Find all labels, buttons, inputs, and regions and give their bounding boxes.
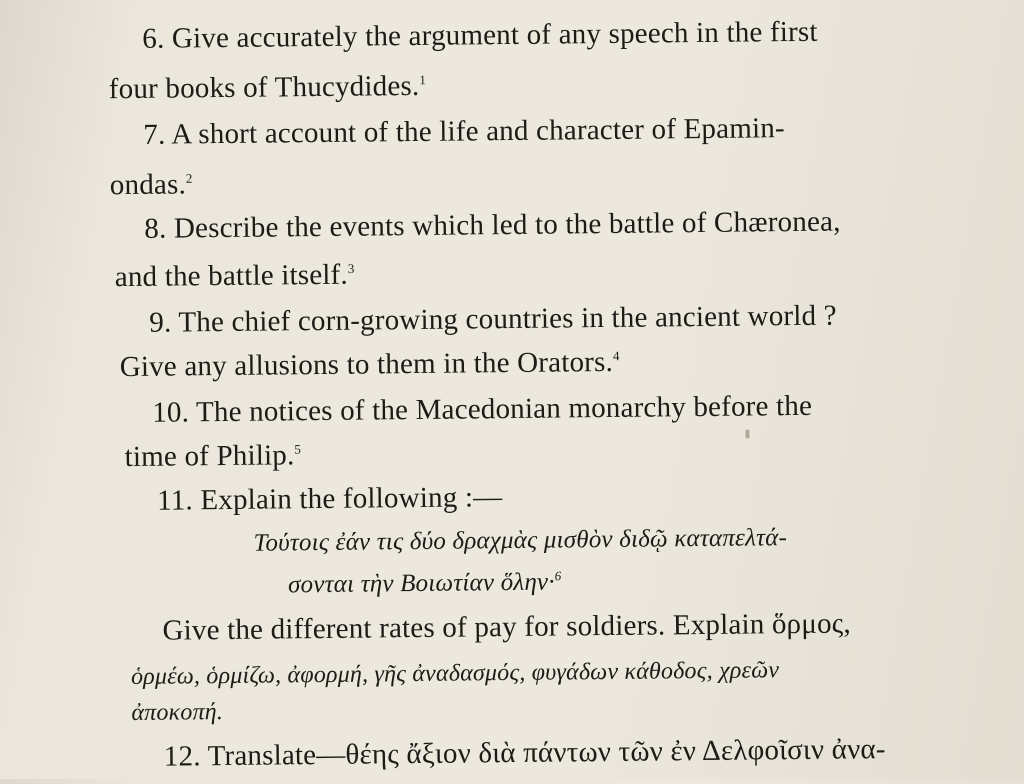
question-8-line-1: 8. Describe the events which led to the battle of Chæronea,	[144, 205, 841, 245]
question-9-line-1: 9. The chief corn-growing countries in the ancient world ?	[149, 299, 837, 339]
question-10-line-1: 10. The notices of the Macedonian monarchy before the	[152, 389, 813, 429]
question-11-line-1: Give the different rates of pay for soldiers. Explain ὅρμος,	[162, 607, 852, 647]
question-10-line-2: time of Philip.$^5$	[124, 439, 302, 474]
greek-quotation-line-1: Τούτοις ἐάν τις δύο δραχμὰς μισθὸν διδῷ καταπελτά-	[253, 524, 788, 557]
greek-terms-line: ὁρμέω, ὁρμίζω, ἀφορμή, γῆς ἀναδασμός, φυγάδων κάθοδος, χρεῶν	[130, 657, 780, 691]
question-9-line-2: Give any allusions to them in the Orators.$^4$	[119, 345, 620, 384]
question-12-line-1: 12. Translate—θέης ἄξιον διὰ πάντων τῶν ἐν Δελφοῖσιν ἀνα-	[163, 733, 886, 773]
question-7-line-1: 7. A short account of the life and character of Epamin-	[143, 112, 785, 151]
footnote-marker: 2	[185, 170, 193, 186]
greek-terms-line-end: ἀποκοπή.	[131, 699, 224, 727]
question-6-line-2: four books of Thucydides.$^1$	[108, 69, 427, 106]
footnote-marker: 3	[347, 260, 355, 277]
question-8-line-2: and the battle itself.$^3$	[114, 258, 355, 294]
footnote-marker: 6	[554, 568, 562, 584]
footnote-marker: 1	[419, 72, 427, 88]
question-11-heading: 11. Explain the following :—	[156, 481, 503, 517]
question-6-line-1: 6. Give accurately the argument of any speech in the first	[142, 15, 818, 55]
paper-speck	[745, 430, 749, 439]
footnote-marker: 4	[612, 348, 620, 364]
question-7-line-2: ondas.$^2$	[109, 168, 193, 202]
greek-quotation-line-2: σονται τὴν Βοιωτίαν ὅλην·$^6$	[287, 568, 562, 599]
footnote-marker: 5	[294, 441, 302, 457]
